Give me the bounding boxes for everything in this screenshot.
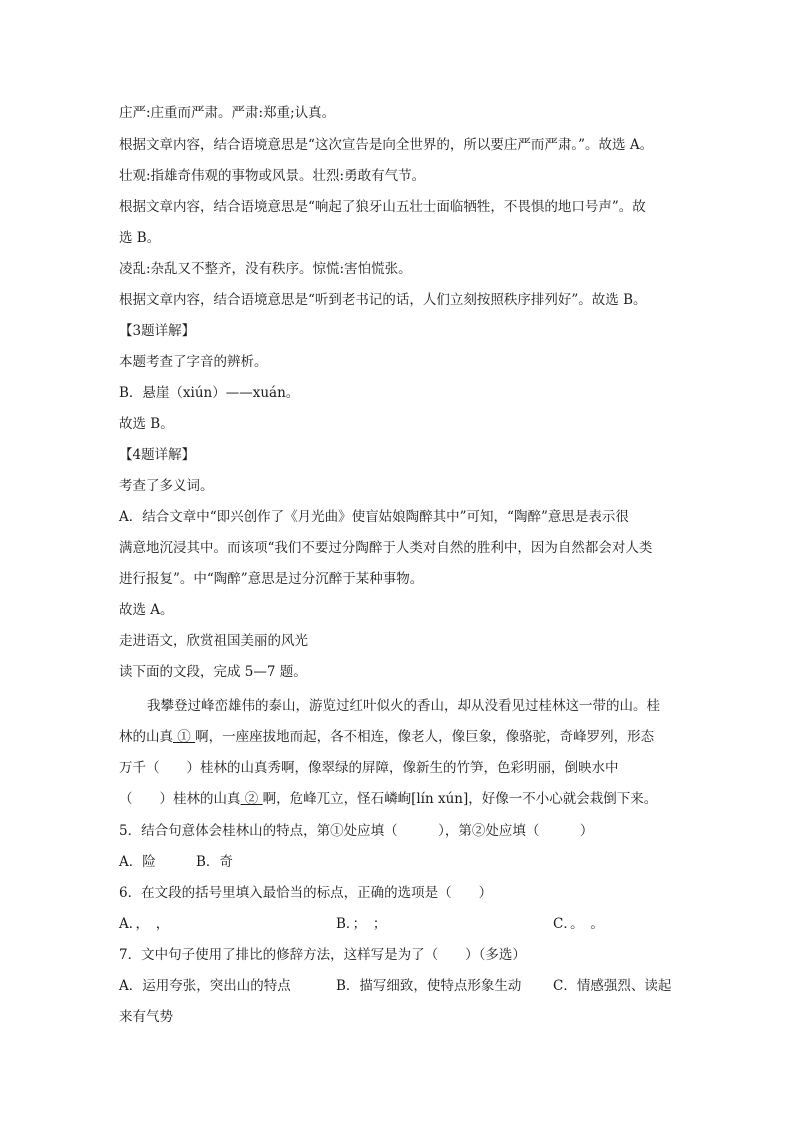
passage-line: 万千（ ）桂林的山真秀啊，像翠绿的屏障，像新生的竹笋，色彩明丽，倒映水中	[119, 760, 619, 776]
text-line: 考查了多义词。	[119, 478, 214, 494]
question-6: 6．在文段的括号里填入最恰当的标点，正确的选项是（ ）	[119, 885, 493, 901]
passage-line: 我攀登过峰峦雄伟的泰山，游览过红叶似火的香山，却从没看见过桂林这一带的山。桂	[147, 698, 660, 714]
passage-line: 林的山真 ① 啊，一座座拔地而起，各不相连，像老人，像巨象，像骆驼，奇峰罗列，形态	[119, 729, 655, 745]
text-line: 庄严:庄重而严肃。严肃:郑重;认真。	[119, 105, 336, 121]
text-line: 读下面的文段，完成 5—7 题。	[119, 664, 307, 680]
text-line: 根据文章内容，结合语境意思是“听到老书记的话，人们立刻按照秩序排列好”。故选 B。	[119, 292, 647, 308]
passage-line: （ ）桂林的山真 ② 啊，危峰兀立，怪石嶙峋[lín xún]，好像一不小心就会栽倒下来。	[119, 791, 658, 807]
text-line: 根据文章内容，结合语境意思是“这次宣告是向全世界的，所以要庄严而严肃。”。故选 A。	[119, 137, 654, 153]
q6-option-c: C．。 。	[553, 916, 604, 932]
text-line: 本题考查了字音的辨析。	[119, 354, 268, 370]
q6-option-b: B．； ；	[336, 916, 387, 932]
text-line: B．悬崖（xiún）——xuán。	[119, 385, 300, 401]
text-line: 选 B。	[119, 230, 161, 246]
text-line: 故选 B。	[119, 416, 174, 432]
question-5: 5．结合句意体会桂林山的特点，第①处应填（ ），第②处应填（ ）	[119, 823, 594, 839]
blank-2: ②	[240, 791, 263, 807]
text-line: 走进语文，欣赏祖国美丽的风光	[119, 633, 308, 649]
section-heading: 【4题详解】	[119, 447, 196, 463]
text-line: A．结合文章中“即兴创作了《月光曲》使盲姑娘陶醉其中”可知，“陶醉”意思是表示很	[119, 509, 629, 525]
text-line: 满意地沉浸其中。而该项“我们不要过分陶醉于人类对自然的胜利中，因为自然都会对人类	[119, 540, 653, 556]
question-7: 7．文中句子使用了排比的修辞方法，这样写是为了（ ）（多选）	[119, 947, 526, 963]
q7-option-a: A．运用夸张，突出山的特点	[119, 978, 291, 994]
q5-option-b: B．奇	[196, 854, 233, 870]
text-line: 故选 A。	[119, 602, 174, 618]
text-line: 凌乱:杂乱又不整齐，没有秩序。惊慌:害怕慌张。	[119, 261, 412, 277]
text-line: 进行报复”。中“陶醉”意思是过分沉醉于某种事物。	[119, 571, 424, 587]
q7-option-c: C．情感强烈、读起	[553, 978, 672, 994]
q5-option-a: A．险	[119, 854, 156, 870]
text-line: 根据文章内容，结合语境意思是“响起了狼牙山五壮士面临牺牲，不畏惧的地口号声”。故	[119, 199, 646, 215]
q6-option-a: A．， ，	[119, 916, 170, 932]
q7-option-c-cont: 来有气势	[119, 1009, 173, 1025]
section-heading: 【3题详解】	[119, 323, 196, 339]
text-line: 壮观:指雄奇伟观的事物或风景。壮烈:勇敢有气节。	[119, 168, 426, 184]
q7-option-b: B．描写细致，使特点形象生动	[336, 978, 522, 994]
blank-1: ①	[173, 729, 196, 745]
